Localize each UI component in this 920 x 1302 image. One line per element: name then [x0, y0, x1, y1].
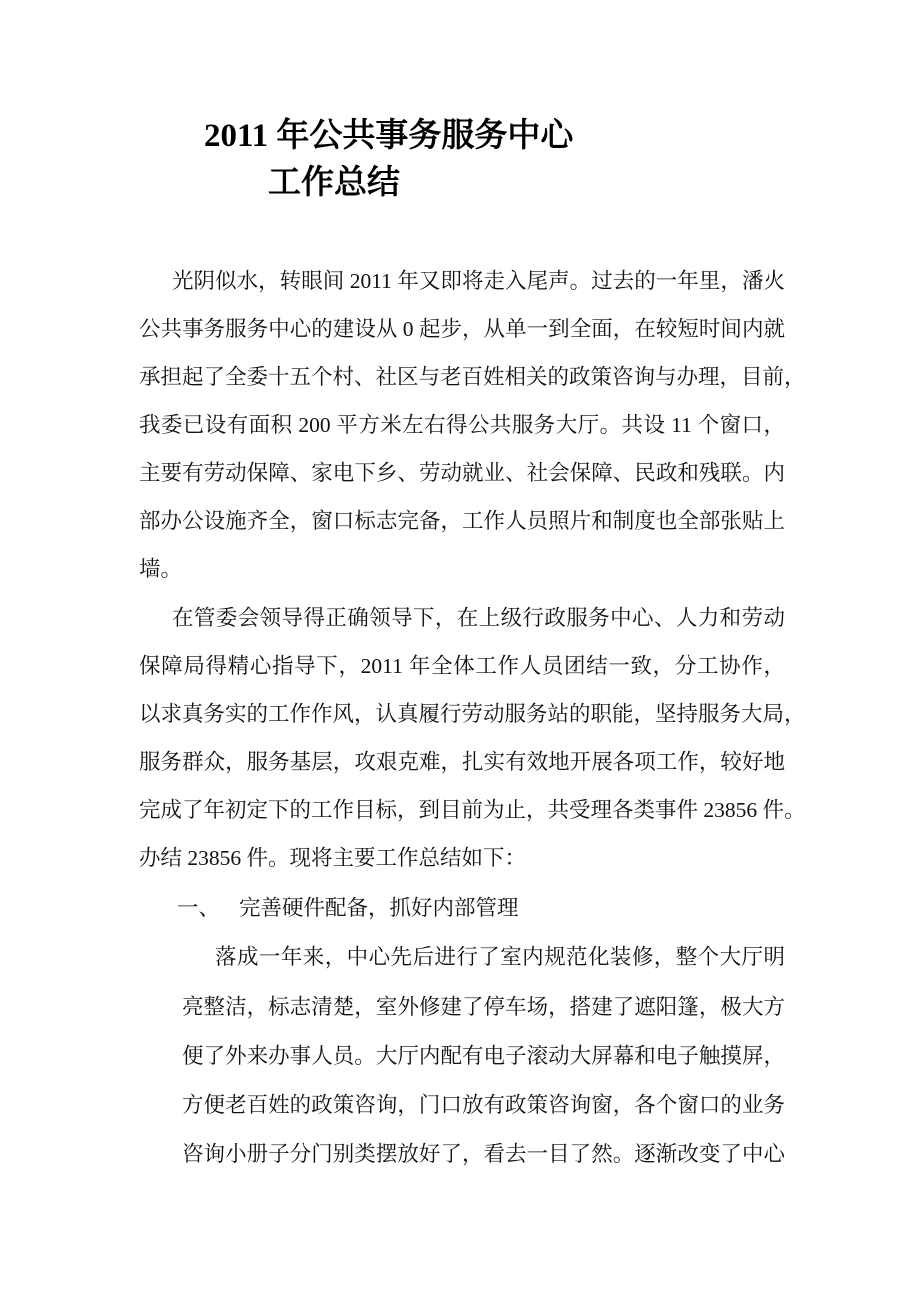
paragraph-line: 亮整洁，标志清楚，室外修建了停车场，搭建了遮阳篷，极大方 [182, 995, 785, 1019]
paragraph-line: 服务群众，服务基层，攻艰克难，扎实有效地开展各项工作，较好地 [139, 750, 785, 774]
paragraph-line: 在管委会领导得正确领导下，在上级行政服务中心、人力和劳动 [172, 606, 785, 630]
section-heading-text: 完善硬件配备，抓好内部管理 [239, 896, 519, 920]
paragraph-line: 承担起了全委十五个村、社区与老百姓相关的政策咨询与办理，目前， [139, 365, 806, 389]
paragraph-line: 墙。 [139, 557, 183, 581]
paragraph-line: 咨询小册子分门别类摆放好了，看去一目了然。逐渐改变了中心 [182, 1142, 785, 1166]
document-title-line-2: 工作总结 [268, 165, 400, 201]
paragraph-line: 我委已设有面积 200 平方米左右得公共服务大厅。共设 11 个窗口， [139, 413, 785, 437]
paragraph-line: 以求真务实的工作作风，认真履行劳动服务站的职能，坚持服务大局， [139, 702, 806, 726]
paragraph-line: 保障局得精心指导下，2011 年全体工作人员团结一致，分工协作， [139, 654, 785, 678]
paragraph-line: 方便老百姓的政策咨询，门口放有政策咨询窗，各个窗口的业务 [182, 1093, 785, 1117]
paragraph-line: 落成一年来，中心先后进行了室内规范化装修，整个大厅明 [215, 945, 785, 969]
section-number: 一、 [177, 896, 221, 920]
paragraph-line: 完成了年初定下的工作目标，到目前为止，共受理各类事件 23856 件。 [139, 798, 806, 822]
section-heading [177, 893, 519, 923]
paragraph-line: 办结 23856 件。现将主要工作总结如下： [139, 846, 527, 870]
paragraph-line: 主要有劳动保障、家电下乡、劳动就业、社会保障、民政和残联。内 [139, 461, 785, 485]
document-title-line-1: 2011 年公共事务服务中心 [204, 118, 574, 154]
paragraph-line: 光阴似水，转眼间 2011 年又即将走入尾声。过去的一年里，潘火 [172, 269, 785, 293]
paragraph-line: 便了外来办事人员。大厅内配有电子滚动大屏幕和电子触摸屏， [182, 1044, 785, 1068]
paragraph-line: 公共事务服务中心的建设从 0 起步，从单一到全面，在较短时间内就 [139, 317, 785, 341]
paragraph-line: 部办公设施齐全，窗口标志完备，工作人员照片和制度也全部张贴上 [139, 509, 785, 533]
